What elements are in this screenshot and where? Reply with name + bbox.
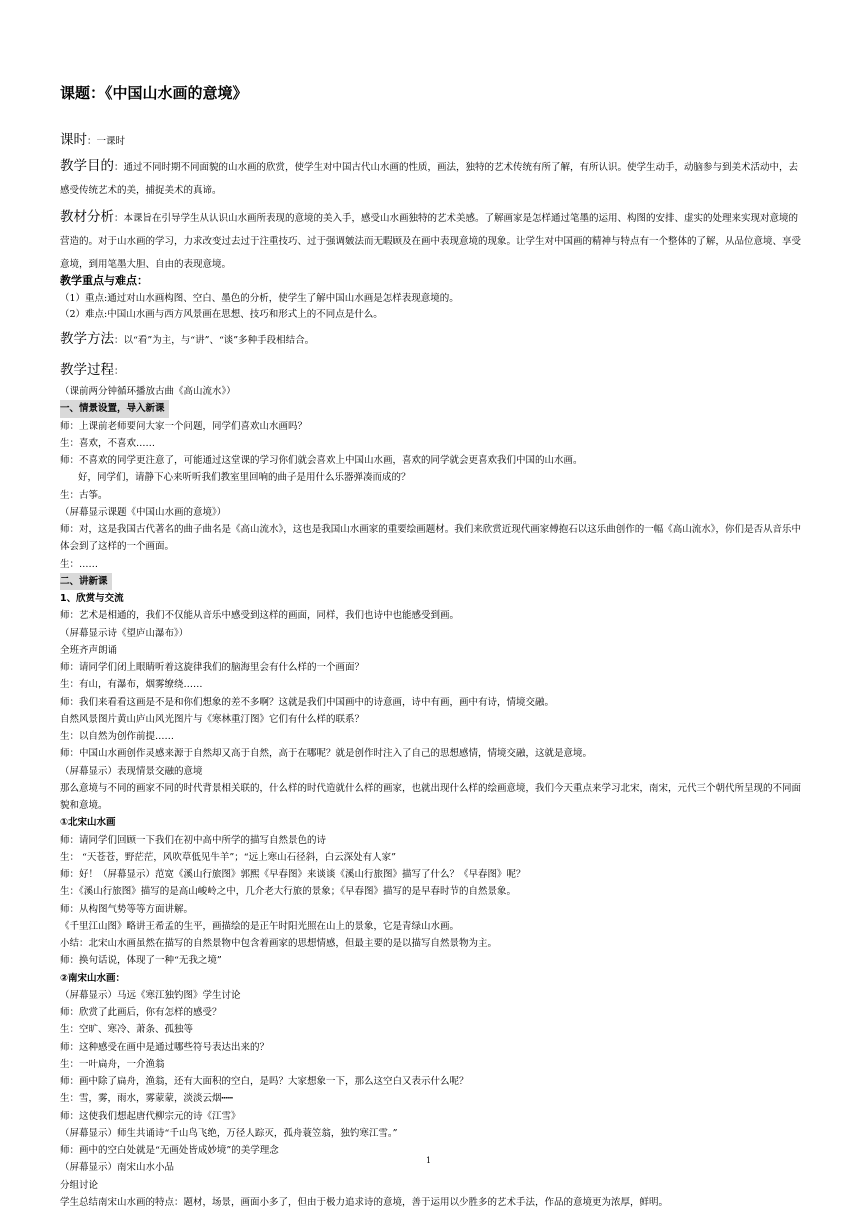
line-text: 生： “天苍苍，野茫茫，风吹草低见牛羊”；“远上寒山石径斜，白云深处有人家” — [60, 851, 396, 863]
process-line — [60, 1056, 805, 1073]
process-line — [60, 1159, 805, 1176]
period-sep: ： — [87, 136, 97, 147]
line-text: 师：画中除了扁舟，渔翁，还有大面积的空白，是吗？大家想象一下，那么这空白又表示什么呢？ — [60, 1076, 469, 1087]
method-sep: ： — [114, 335, 124, 346]
line-text: 师：欣赏了此画后，你有怎样的感受？ — [60, 1007, 222, 1018]
section-heading — [60, 573, 805, 590]
line-text: 《千里江山图》略讲王希孟的生平，画描绘的是正午时阳光照在山上的景象，它是青绿山水画。 — [60, 920, 460, 932]
process-body — [60, 383, 805, 1211]
process-line — [60, 987, 805, 1004]
analysis-sep: ： — [114, 213, 124, 224]
period-label: 课时 — [60, 132, 87, 148]
line-text: （屏幕显示）南宋山水小品 — [60, 1162, 175, 1174]
line-text: （课前两分钟循环播放古曲《高山流水》） — [60, 386, 236, 397]
process-label: 教学过程 — [60, 362, 114, 378]
process-line — [60, 745, 805, 762]
process-line — [60, 728, 805, 745]
line-text: 师：请同学们回顾一下我们在初中高中所学的描写自然景色的诗 — [60, 834, 327, 846]
line-text: 好，同学们，请静下心来听听我们教室里回响的曲子是用什么乐器弹凑而成的？ — [78, 472, 411, 484]
objective-sep: ： — [114, 162, 124, 173]
line-text: ②南宋山水画： — [60, 972, 126, 984]
line-text: 生：雪，雾，雨水，雾蒙蒙，淡淡云烟┅┅ — [60, 1093, 233, 1105]
line-text: 1、欣赏与交流 — [60, 593, 124, 604]
material-analysis — [60, 206, 805, 276]
process-line — [60, 383, 805, 400]
line-text: 二、讲新课 — [60, 573, 112, 590]
process-line — [60, 659, 805, 676]
line-text: 生：古筝。 — [60, 489, 108, 501]
analysis-text: 本课旨在引导学生从认识山水画所表现的意境的美入手，感受山水画独特的艺术美感。了解画家是怎样通过笔墨的运用、构图的安排、虚实的处理来实现对意境的营造的。对于山水画的学习，力求改变过去过于注重技巧、过于强调皴法而无暇顾及在画中表现意境的现象。让学生对中国画的精神与特点有一个整体的了解，从品位意境、享受意境，到用笔墨大胆、自由的表现意境。 — [60, 213, 802, 270]
difficulty-item: （2）难点:中国山水画与西方风景画在思想、技巧和形式上的不同点是什么。 — [60, 309, 383, 320]
line-text: 生：《溪山行旅图》描写的是高山峻岭之中，几介老大行旅的景象；《早春图》描写的是早春时节的自然景象。 — [60, 886, 517, 898]
process-line — [60, 418, 805, 435]
section-heading — [60, 400, 805, 417]
process-line — [60, 1194, 805, 1211]
teaching-objective — [60, 155, 805, 202]
process-line — [60, 883, 805, 900]
line-text: 师：我们来看看这画是不是和你们想象的差不多啊？这就是我们中国画中的诗意画，诗中有画，画中有诗，情境交融。 — [60, 696, 555, 708]
lesson-title: 课题：《中国山水画的意境》 — [60, 84, 248, 102]
process-line — [60, 452, 805, 469]
line-text: 生：空旷、寒冷、萧条、孤独等 — [60, 1024, 194, 1036]
process-line — [60, 849, 805, 866]
line-text: 生：一叶扁舟，一介渔翁 — [60, 1058, 165, 1070]
process-line — [60, 487, 805, 504]
process-line — [60, 1177, 805, 1194]
line-text: （屏幕显示）马远《寒江独钓图》学生讨论 — [60, 989, 241, 1001]
line-text: 师：画中的空白处就是“无画处皆成妙境”的美学理念 — [60, 1145, 279, 1156]
teaching-process — [60, 358, 124, 378]
line-text: 师：不喜欢的同学更注意了，可能通过这堂课的学习你们就会喜欢上中国山水画，喜欢的同学就会更喜欢我们中国的山水画。 — [60, 455, 583, 466]
process-line — [60, 952, 805, 969]
period-value: 一课时 — [96, 136, 126, 147]
process-line — [60, 866, 805, 883]
process-line — [60, 918, 805, 935]
line-text: 那么意境与不同的画家不同的时代背景相关联的，什么样的时代造就什么样的画家，也就出现什么样的绘画意境，我们今天重点来学习北宋，南宋，元代三个朝代所呈现的不同面貌和意境。 — [60, 782, 802, 811]
teaching-method — [60, 327, 314, 347]
subsection-heading — [60, 970, 805, 987]
line-text: 一、情景设置，导入新课 — [60, 400, 169, 417]
process-line — [60, 504, 805, 521]
process-line — [60, 694, 805, 711]
process-line — [60, 1004, 805, 1021]
process-line — [60, 1108, 805, 1125]
objective-label: 教学目的 — [60, 158, 114, 174]
subsection-heading — [60, 590, 805, 607]
process-line — [60, 607, 805, 624]
process-line — [60, 1039, 805, 1056]
line-text: （屏幕显示课题《中国山水画的意境》） — [60, 506, 227, 518]
line-text: 自然风景图片黄山庐山风光图片与《寒林重汀图》它们有什么样的联系？ — [60, 713, 365, 725]
subsection-heading — [60, 814, 805, 831]
process-line — [60, 556, 805, 573]
line-text: 生：…… — [60, 558, 99, 570]
line-text: 学生总结南宋山水画的特点：题材，场景，画面小多了，但由于极力追求诗的意境，善于运用以少胜多的艺术手法，作品的意境更为浓厚，鲜明。 — [60, 1196, 669, 1208]
process-line — [60, 780, 805, 815]
process-line — [60, 763, 805, 780]
line-text: 师：好！（屏幕显示）范宽《溪山行旅图》郭熙《早春图》来谈谈《溪山行旅图》描写了什么？《早春图》呢？ — [60, 869, 526, 880]
line-text: 生：喜欢，不喜欢…… — [60, 437, 156, 449]
process-line — [60, 711, 805, 728]
process-line — [60, 642, 805, 659]
keypoints-heading: 教学重点与难点： — [60, 274, 148, 287]
line-text: 师：这种感受在画中是通过哪些符号表达出来的？ — [60, 1041, 270, 1053]
page-number: 1 — [426, 1156, 432, 1165]
keypoint-item: （1）重点:通过对山水画构图、空白、墨色的分析，使学生了解中国山水画是怎样表现意境的。 — [60, 293, 459, 304]
line-text: 分组讨论 — [60, 1179, 99, 1191]
process-line — [60, 521, 805, 556]
line-text: 生：有山，有瀑布，烟雾缭绕…… — [60, 679, 203, 691]
process-line — [60, 1021, 805, 1038]
process-line — [60, 625, 805, 642]
method-text: 以“看”为主，与“讲”、“谈”多种手段相结合。 — [123, 335, 315, 346]
line-text: ①北宋山水画 — [60, 817, 116, 829]
line-text: 生：以自然为创作前提…… — [60, 731, 175, 742]
class-period — [60, 128, 125, 148]
line-text: 师：这使我们想起唐代柳宗元的诗《江雪》 — [60, 1110, 241, 1122]
process-line — [60, 832, 805, 849]
process-line — [60, 1142, 805, 1159]
line-text: 师：从构图气势等等方面讲解。 — [60, 903, 194, 915]
process-line — [60, 1125, 805, 1142]
line-text: 全班齐声朗诵 — [60, 644, 118, 656]
line-text: （屏幕显示诗《望庐山瀑布》） — [60, 627, 189, 639]
line-text: 师：上课前老师要问大家一个问题，同学们喜欢山水画吗？ — [60, 420, 308, 432]
analysis-label: 教材分析 — [60, 209, 114, 225]
objective-text: 通过不同时期不同面貌的山水画的欣赏，使学生对中国古代山水画的性质，画法，独特的艺术传统有所了解，有所认识。使学生动手，动脑参与到美术活动中，去感受传统艺术的美，捕捉美术的真谛。 — [60, 162, 799, 196]
method-label: 教学方法 — [60, 331, 114, 347]
process-line — [60, 676, 805, 693]
process-line — [60, 1073, 805, 1090]
line-text: 师：艺术是相通的，我们不仅能从音乐中感受到这样的画面，同样，我们也诗中也能感受到画。 — [60, 610, 460, 622]
line-text: 小结：北宋山水画虽然在描写的自然景物中包含着画家的思想情感，但最主要的是以描写自然景物为主。 — [60, 938, 498, 949]
line-text: 师：请同学们闭上眼睛听着这旋律我们的脑海里会有什么样的一个画面？ — [60, 662, 365, 673]
process-line — [60, 901, 805, 918]
process-line — [60, 435, 805, 452]
line-text: 师：对，这是我国古代著名的曲子曲名是《高山流水》，这也是我国山水画家的重要绘画题材。我们来欣赏近现代画家傅抱石以这乐曲创作的一幅《高山流水》，你们是否从音乐中体会到了这样的一个画面。 — [60, 524, 802, 553]
line-text: 师：中国山水画创作灵感来源于自然却又高于自然，高于在哪呢？就是创作时注入了自己的思想感情，情境交融，这就是意境。 — [60, 748, 593, 760]
line-text: （屏幕显示）表现情景交融的意境 — [60, 765, 203, 777]
line-text: 师：换句话说，体现了一种“无我之境” — [60, 955, 222, 967]
process-line — [60, 1090, 805, 1107]
line-text: （屏幕显示）师生共诵诗“千山鸟飞绝，万径人踪灭，孤舟蓑笠翁，独钓寒江雪。” — [60, 1127, 398, 1139]
process-line — [60, 935, 805, 952]
process-sep: ： — [114, 366, 124, 377]
process-line — [60, 469, 805, 486]
